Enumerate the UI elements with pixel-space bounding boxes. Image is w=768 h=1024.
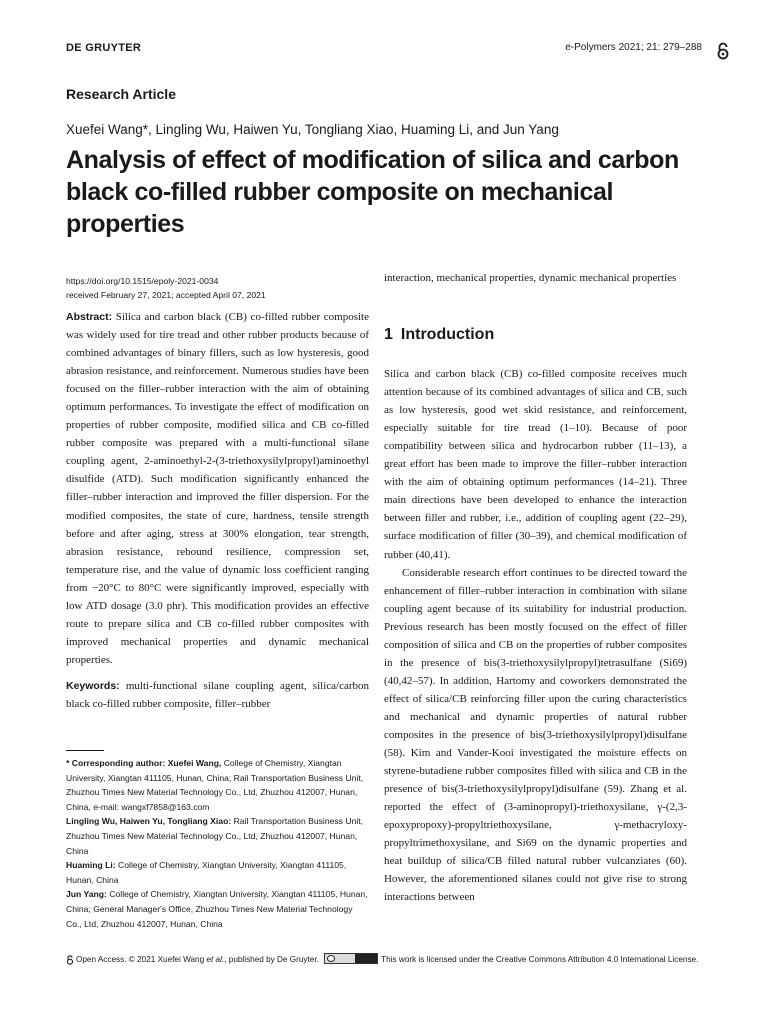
right-column	[384, 269, 687, 906]
running-header	[66, 40, 702, 60]
keywords	[66, 677, 369, 713]
article-title: Analysis of effect of modification of silica and carbon black co-filled rubber composite on mechanical properties	[66, 146, 679, 238]
cc-by-badge-icon[interactable]	[324, 953, 378, 964]
corresponding-author-label: * Corresponding author: Xuefei Wang,	[66, 758, 222, 768]
corresponding-author-note	[66, 756, 369, 814]
abstract-text: Silica and carbon black (CB) co-filled rubber composite was widely used for tire tread and other rubber products because of combined advantages of binary fillers, such as low hysteresis, good abrasion resistance, and reinforcement. Numerous studies have been focused on the filler–rubber interaction with the aim of obtaining optimum performances. To investigate the effect of modification on properties of rubber composite, modified silica and CB co-filled rubber composite was prepared with a multi-functional silane coupling agent, 2-aminoethyl-2-(3-triethoxysilylpropyl)aminoethyl disulfide (ATD). Such modification significantly enhanced the filler–rubber interaction and improved the filler dispersion. For the modified composites, the state of cure, hardness, tensile strength before and after aging, stress at 300% elongation, tear strength, abrasion resistance, rebound resilience, compression set, temperature rise, and the value of dynamic loss coefficient ranging from −20°C to 80°C were significantly improved, especially with low ATD dosage (3.0 phr). This modification provides an effective route to prepare silica and CB co-filled rubber composites with improved mechanical properties and dynamic mechanical properties.	[66, 311, 369, 666]
affiliation-li	[66, 858, 369, 887]
article-metadata	[66, 274, 366, 302]
license-footer	[66, 954, 706, 966]
footnote-divider	[66, 750, 104, 751]
intro-paragraph: Considerable research effort continues to be directed toward the enhancement of filler–rubber interaction in combination with silane coupling agent because of its suitability for industrial production. Previous research has been mostly focused on the effect of filler composition of silica and CB on the properties of rubber composites in the presence of bis(3-triethoxysilylpropyl)tetrasulfane (Si69) (40,42–57). In addition, Hartomy and coworkers demonstrated the effect of silica/CB reinforcing filler upon the curing characteristics and mechanical and dynamic properties of natural rubber composites in the presence of bis(3-triethoxysilylpropyl)disulfane (58). Kim and Vander-Kooi investigated the moisture effects on styrene-butadiene rubber composites filled with silica and CB in the presence of bis(3-triethoxysilylpropyl)disulfane (59). Zhang et al. reported the effect of (3-aminopropyl)-triethoxysilane, γ-(2,3-epoxypropoxy)-propyltriethoxysilane, γ-methacryloxy-propyltrimethoxysilane, and Si69 on the dynamic properties and heat buildup of silica/CB filled natural rubber vulcanziates (60). However, the aforementioned silanes could not give rise to strong interactions between	[384, 566, 687, 904]
affiliation-wu-yu-xiao	[66, 814, 369, 858]
affiliation-label: Jun Yang:	[66, 889, 107, 900]
author-affiliations	[66, 756, 369, 931]
author-list: Xuefei Wang*, Lingling Wu, Haiwen Yu, Tongliang Xiao, Huaming Li, and Jun Yang	[66, 122, 559, 137]
keywords-label: Keywords:	[66, 679, 120, 692]
abstract	[66, 308, 369, 669]
cc-license-text: This work is licensed under the Creative Commons Attribution 4.0 International License.	[381, 955, 699, 964]
section-number: 1	[384, 326, 393, 344]
open-access-icon	[66, 955, 74, 965]
article-type-label: Research Article	[66, 86, 176, 102]
keywords-text: multi-functional silane coupling agent, silica/carbon black co-filled rubber composite, filler–rubber	[66, 679, 370, 710]
keywords-continued: interaction, mechanical properties, dynamic mechanical properties	[384, 272, 677, 284]
section-heading-introduction	[384, 325, 687, 345]
abstract-label: Abstract:	[66, 311, 113, 323]
received-accepted-dates: received February 27, 2021; accepted April 07, 2021	[66, 290, 266, 300]
open-access-icon	[716, 42, 730, 60]
affiliation-label: Huaming Li:	[66, 860, 116, 871]
publisher-name: DE GRUYTER	[66, 42, 142, 54]
journal-reference: e-Polymers 2021; 21: 279–288	[565, 42, 702, 53]
affiliation-text: Rail Transportation Business Unit, Zhuzhou Times New Material Technology Co., Ltd, Zhuzhou 412007, Hunan, China	[66, 816, 364, 856]
affiliation-yang	[66, 887, 369, 931]
open-access-text: Open Access. © 2021 Xuefei Wang	[76, 955, 205, 964]
affiliation-text: College of Chemistry, Xiangtan University, Xiangtan 411105, Hunan, China; General Manager's Office, Zhuzhou Times New Material Technology Co., Ltd, Zhuzhou 412007, Hunan, China	[66, 889, 368, 929]
doi-link[interactable]: https://doi.org/10.1515/epoly-2021-0034	[66, 276, 219, 286]
corresponding-author-text: College of Chemistry, Xiangtan University, Xiangtan 411105, Hunan, China; Rail Transportation Business Unit, Zhuzhou Times New Material Technology Co., Ltd, Zhuzhou 412007, Hunan, China, e-mail: wangxf7858@163.com	[66, 758, 364, 812]
section-title: Introduction	[400, 326, 495, 344]
intro-paragraph: Silica and carbon black (CB) co-filled composite receives much attention because of its combined advantages of silica and CB, such as low hysteresis, good wet skid resistance, and reinforcement, especially suitable for tire tread (1–10). Because of poor compatibility between silica and hydrocarbon rubber (11–13), a great effort has been made to improve the filler–rubber interaction with the aim of obtaining optimum performances (14–21). Three main directions have been developed to enhance the interaction between filler and rubber, i.e., addition of coupling agent (22–29), surface modification of filler (30–39), and chemical modification of rubber (40,41).	[384, 368, 687, 561]
publisher-credit: , published by De Gruyter.	[224, 955, 319, 964]
affiliation-text: College of Chemistry, Xiangtan University, Xiangtan 411105, Hunan, China	[66, 860, 347, 885]
affiliation-label: Lingling Wu, Haiwen Yu, Tongliang Xiao:	[66, 816, 232, 827]
et-al-text: et al.	[206, 955, 225, 964]
left-column	[66, 308, 369, 713]
